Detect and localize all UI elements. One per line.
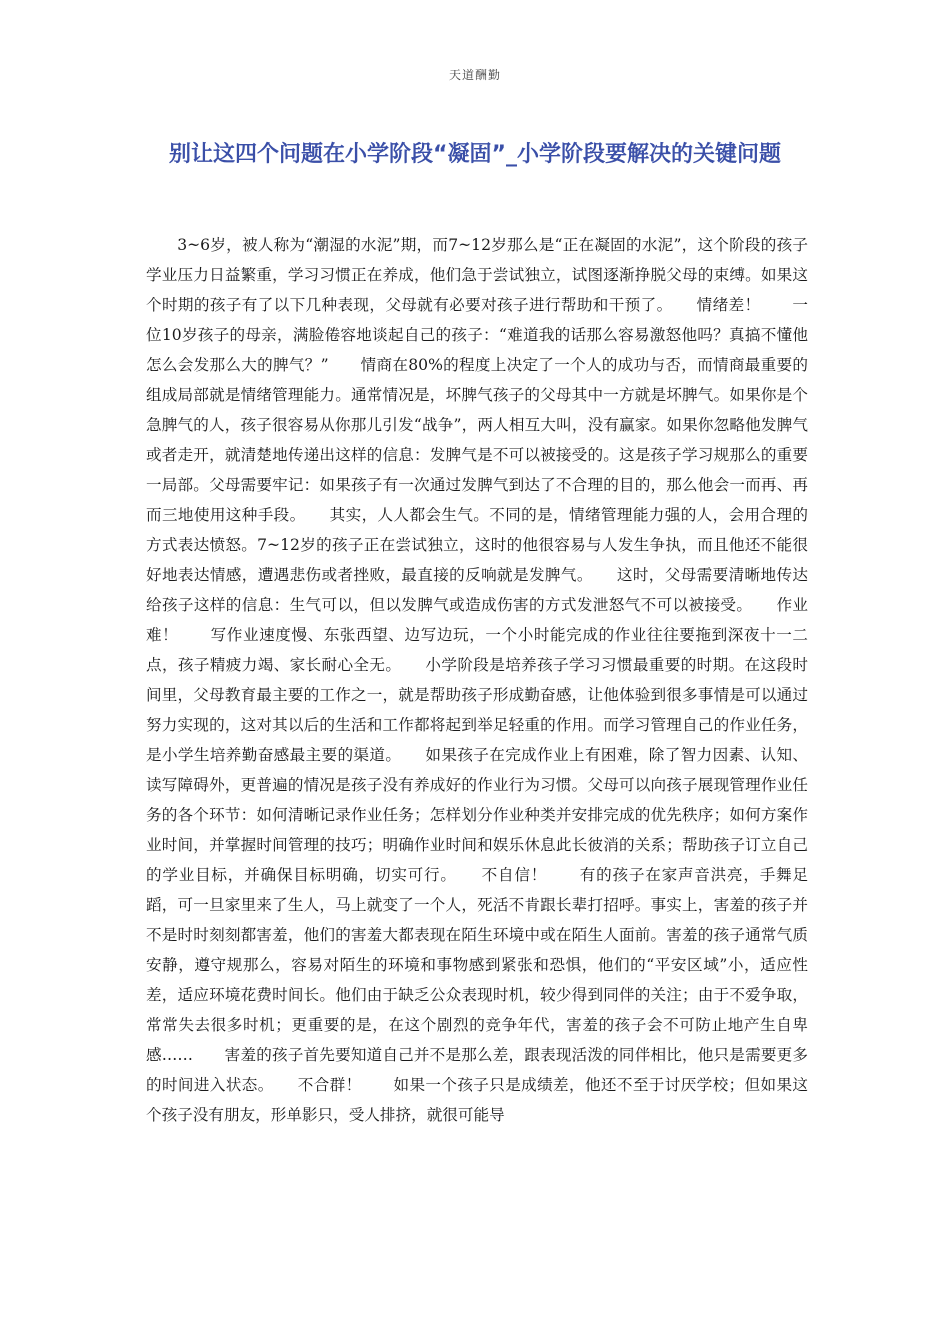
document-body: 3~6岁，被人称为“潮湿的水泥”期，而7~12岁那么是“正在凝固的水泥”，这个阶段的孩子学业压力日益繁重，学习习惯正在养成，他们急于尝试独立，试图逐渐挣脱父母的束缚。如果这个时期的孩子有了以下几种表现，父母就有必要对孩子进行帮助和干预了。 情绪差！ 一位10岁孩子的母亲，满脸倦容地谈起自己的孩子：“难道我的话那么容易激怒他吗？真搞不懂他怎么会发那么大的脾气？” 情商在80%的程度上决定了一个人的成功与否，而情商最重要的组成局部就是情绪管理能力。通常情况是，坏脾气孩子的父母其中一方就是坏脾气。如果你是个急脾气的人，孩子很容易从你那儿引发“战争”，两人相互大叫，没有赢家。如果你忽略他发脾气或者走开，就清楚地传递出这样的信息：发脾气是不可以被接受的。这是孩子学习规那么的重要一局部。父母需要牢记：如果孩子有一次通过发脾气到达了不合理的目的，那么他会一而再、再而三地使用这种手段。 其实，人人都会生气。不同的是，情绪管理能力强的人，会用合理的方式表达愤怒。7~12岁的孩子正在尝试独立，这时的他很容易与人发生争执，而且他还不能很好地表达情感，遭遇悲伤或者挫败，最直接的反响就是发脾气。 这时，父母需要清晰地传达给孩子这样的信息：生气可以，但以发脾气或造成伤害的方式发泄怒气不可以被接受。 作业难！ 写作业速度慢、东张西望、边写边玩，一个小时能完成的作业往往要拖到深夜十一二点，孩子精疲力竭、家长耐心全无。 小学阶段是培养孩子学习习惯最重要的时期。在这段时间里，父母教育最主要的工作之一，就是帮助孩子形成勤奋感，让他体验到很多事情是可以通过努力实现的，这对其以后的生活和工作都将起到举足轻重的作用。而学习管理自己的作业任务，是小学生培养勤奋感最主要的渠道。 如果孩子在完成作业上有困难，除了智力因素、认知、读写障碍外，更普遍的情况是孩子没有养成好的作业行为习惯。父母可以向孩子展现管理作业任务的各个环节：如何清晰记录作业任务；怎样划分作业种类并安排完成的优先秩序；如何方案作业时间，并掌握时间管理的技巧；明确作业时间和娱乐休息此长彼消的关系；帮助孩子订立自己的学业目标，并确保目标明确，切实可行。 不自信！ 有的孩子在家声音洪亮，手舞足蹈，可一旦家里来了生人，马上就变了一个人，死活不肯跟长辈打招呼。事实上，害羞的孩子并不是时时刻刻都害羞，他们的害羞大都表现在陌生环境中或在陌生人面前。害羞的孩子通常气质安静，遵守规那么，容易对陌生的环境和事物感到紧张和恐惧，他们的“平安区域”小，适应性差，适应环境花费时间长。他们由于缺乏公众表现时机，较少得到同伴的关注；由于不爱争取，常常失去很多时机；更重要的是，在这个剧烈的竞争年代，害羞的孩子会不可防止地产生自卑感…… 害羞的孩子首先要知道自己并不是那么差，跟表现活泼的同伴相比，他只是需要更多的时间进入状态。 不合群！ 如果一个孩子只是成绩差，他还不至于讨厌学校；但如果这个孩子没有朋友，形单影只，受人排挤，就很可能导 bbox=[146, 236, 808, 1124]
page-header: 天道酬勤 bbox=[448, 68, 501, 82]
document-title: 别让这四个问题在小学阶段“凝固”_小学阶段要解决的关键问题 bbox=[169, 142, 781, 167]
